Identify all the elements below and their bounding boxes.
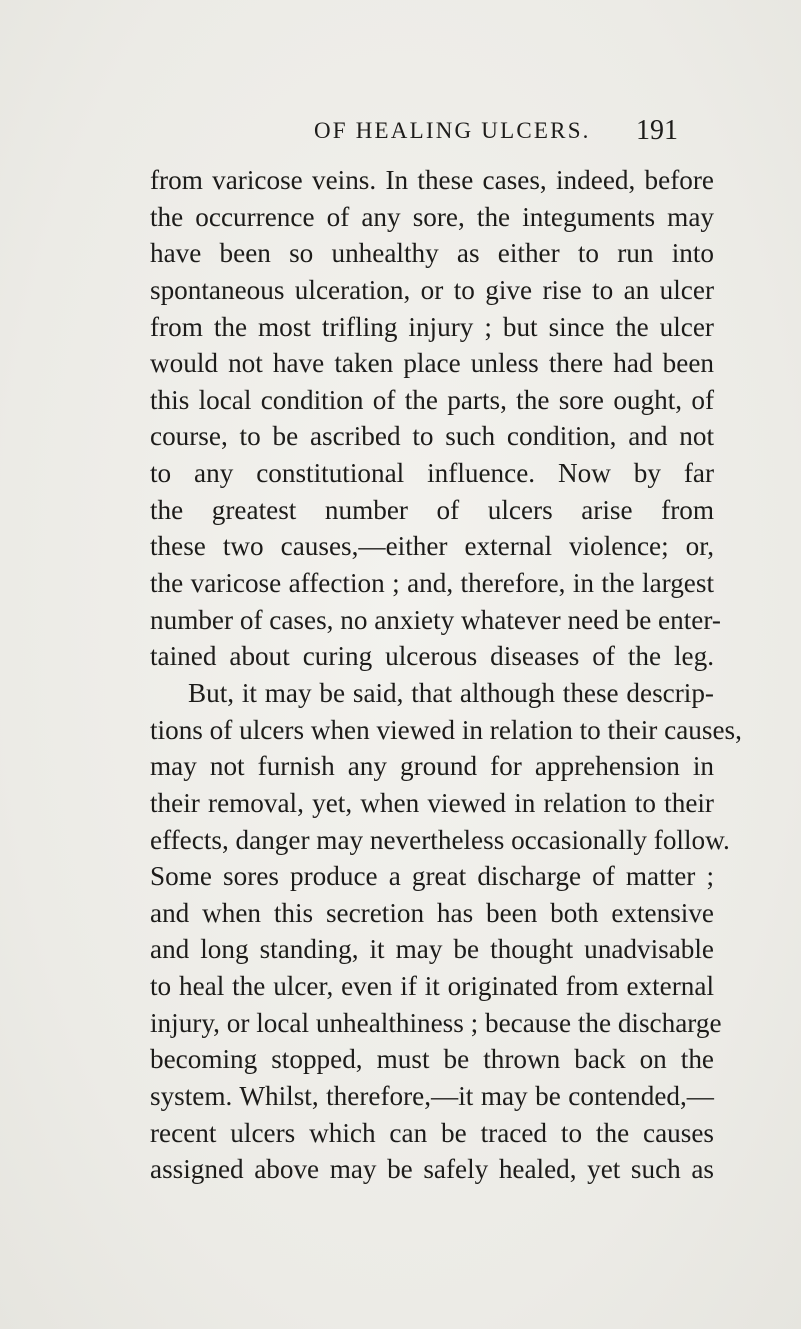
text-line-15: But, it may be said, that although these descrip- [188,677,714,708]
body-text [150,162,742,1188]
text-line-1: from varicose veins. In these cases, indeed, before [150,165,714,195]
text-line-22: and long standing, it may be thought unadvisable [150,934,714,965]
text-line-10: the greatest number of ulcers arise from [150,494,714,525]
text-line-14: tained about curing ulcerous diseases of the leg. [150,641,714,672]
text-line-26: system. Whilst, therefore,—it may be contended,— [150,1081,714,1112]
page-header [0,115,801,158]
text-line-17: may not furnish any ground for apprehension in [150,751,714,782]
text-line-27: recent ulcers which can be traced to the causes [150,1117,714,1148]
text-line-19: effects, danger may nevertheless occasionally follow. [150,824,730,855]
text-line-13: number of cases, no anxiety whatever need be enter- [150,604,721,635]
text-line-4: spontaneous ulceration, or to give rise to an ulcer [150,274,714,305]
running-head: OF HEALING ULCERS. [314,118,591,143]
page-number: 191 [636,115,678,146]
text-line-16: tions of ulcers when viewed in relation to their causes, [150,714,742,745]
text-line-2: the occurrence of any sore, the integuments may [150,201,714,232]
text-line-7: this local condition of the parts, the sore ought, of [150,384,714,415]
text-line-21: and when this secretion has been both extensive [150,897,714,928]
text-line-11: these two causes,—either external violence; or, [150,531,714,562]
text-line-20: Some sores produce a great discharge of matter ; [150,861,714,892]
text-line-12: the varicose affection ; and, therefore, in the largest [150,568,714,599]
text-line-8: course, to be ascribed to such condition, and not [150,421,714,452]
text-line-23: to heal the ulcer, even if it originated from external [150,971,714,1002]
text-line-3: have been so unhealthy as either to run into [150,238,714,269]
text-line-6: would not have taken place unless there had been [150,348,714,379]
text-line-24: injury, or local unhealthiness ; because the discharge [150,1007,722,1038]
text-line-28: assigned above may be safely healed, yet such as [150,1154,714,1185]
text-line-25: becoming stopped, must be thrown back on the [150,1044,714,1075]
text-line-5: from the most trifling injury ; but since the ulcer [150,311,714,342]
text-line-9: to any constitutional influence. Now by far [150,458,714,489]
text-line-18: their removal, yet, when viewed in relation to their [150,787,714,818]
